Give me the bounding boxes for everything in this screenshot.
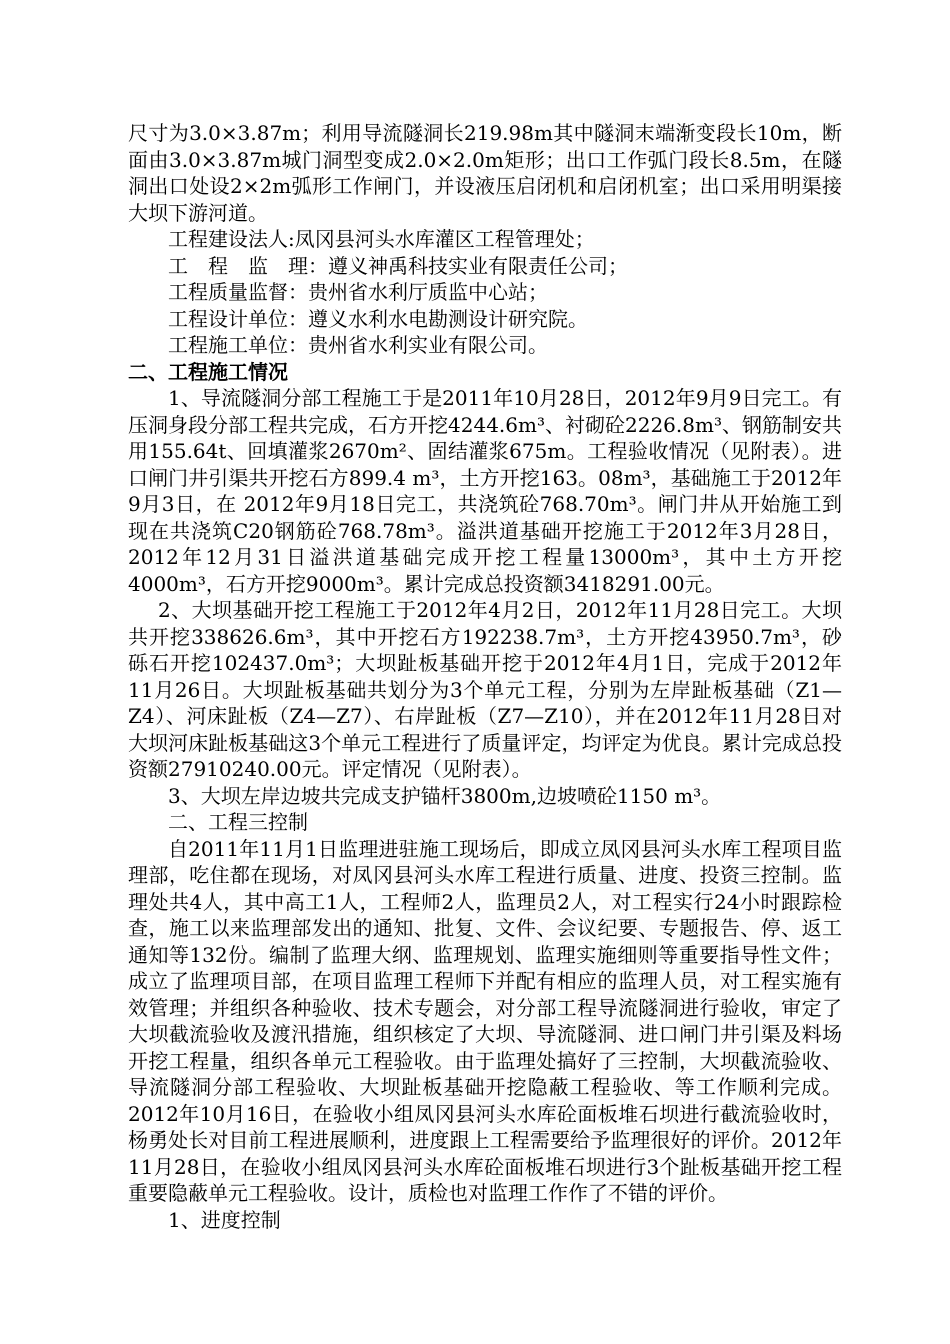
unit-construction: 工程施工单位：贵州省水利实业有限公司。 (168, 333, 548, 357)
paragraph-supervision: 自2011年11月1日监理进驻施工现场后，即成立凤冈县河头水库工程项目监理部，吃住都在现场，对凤冈县河头水库工程进行质量、进度、投资三控制。监理处共4人，其中高工1人，工程师2人，监理员2人，对工程实行24小时跟踪检查，施工以来监理部发出的通知、批复、文件、会议纪要、专题报告、停、返工通知等132份。编制了监理大纲、监理规划、监理实施细则等重要指导性文件；成立了监理项目部，在项目监理工程师下并配有相应的监理人员，对工程实施有效管理；并组织各种验收、技术专题会，对分部工程导流隧洞进行验收，审定了大坝截流验收及渡汛措施，组织核定了大坝、导流隧洞、进口闸门井引渠及料场开挖工程量，组织各单元工程验收。由于监理处搞好了三控制，大坝截流验收、导流隧洞分部工程验收、大坝趾板基础开挖隐蔽工程验收、等工作顺利完成。2012年10月16日，在验收小组凤冈县河头水库砼面板堆石坝进行截流验收时，杨勇处长对目前工程进展顺利，进度跟上工程需要给予监理很好的评价。2012年11月28日，在验收小组凤冈县河头水库砼面板堆石坝进行3个趾板基础开挖工程重要隐蔽单元工程验收。设计，质检也对监理工作作了不错的评价。 (128, 836, 842, 1205)
paragraph-diversion-tunnel: 1、导流隧洞分部工程施工于是2011年10月28日，2012年9月9日完工。有压洞身段分部工程共完成，石方开挖4244.6m³、衬砌砼2226.8m³、钢筋制安共用155.64t、回填灌浆2670m²、固结灌浆675m。工程验收情况（见附表）。进口闸门井引渠共开挖石方899.4 m³，土方开挖163。08m³，基础施工于2012年9月3日，在 2012年9月18日完工，共浇筑砼768.70m³。闸门井从开始施工到现在共浇筑C20钢筋砼768.78m³。溢洪道基础开挖施工于2012年3月28日，2012年12月31日溢洪道基础完成开挖工程量13000m³，其中土方开挖4000m³，石方开挖9000m³。累计完成总投资额3418291.00元。 (128, 386, 842, 596)
section-heading-construction: 二、工程施工情况 (128, 359, 288, 384)
subheading-progress-control: 1、进度控制 (168, 1207, 281, 1232)
unit-supervisor: 工 程 监 理：遵义神禹科技实业有限责任公司； (168, 253, 628, 278)
intro-paragraph: 尺寸为3.0×3.87m；利用导流隧洞长219.98m其中隧洞末端渐变段长10m，断面由3.0×3.87m城门洞型变成2.0×2.0m矩形；出口工作弧门段长8.5m，在隧洞出口处设2×2m弧形工作闸门，并设液压启闭机和启闭机室；出口采用明渠接大坝下游河道。 (128, 121, 842, 225)
unit-design: 工程设计单位：遵义水利水电勘测设计研究院。 (168, 306, 588, 331)
paragraph-left-bank-slope: 3、大坝左岸边坡共完成支护锚杆3800m,边坡喷砼1150 m³。 (168, 783, 722, 808)
unit-owner: 工程建设法人:凤冈县河头水库灌区工程管理处； (168, 227, 595, 251)
section-heading-three-controls: 二、工程三控制 (168, 810, 308, 834)
unit-quality: 工程质量监督：贵州省水利厅质监中心站； (168, 280, 548, 304)
paragraph-dam-foundation: 2、大坝基础开挖工程施工于2012年4月2日，2012年11月28日完工。大坝共开挖338626.6m³，其中开挖石方192238.7m³，土方开挖43950.7m³，砂砾石开挖102437.0m³；大坝趾板基础开挖于2012年4月1日，完成于2012年11月26日。大坝趾板基础共划分为3个单元工程，分别为左岸趾板基础（Z1—Z4）、河床趾板（Z4—Z7）、右岸趾板（Z7—Z10），并在2012年11月28日对大坝河床趾板基础这3个单元工程进行了质量评定，均评定为优良。累计完成总投资额27910240.00元。评定情况（见附表）。 (128, 598, 842, 781)
document-page (128, 120, 842, 1233)
